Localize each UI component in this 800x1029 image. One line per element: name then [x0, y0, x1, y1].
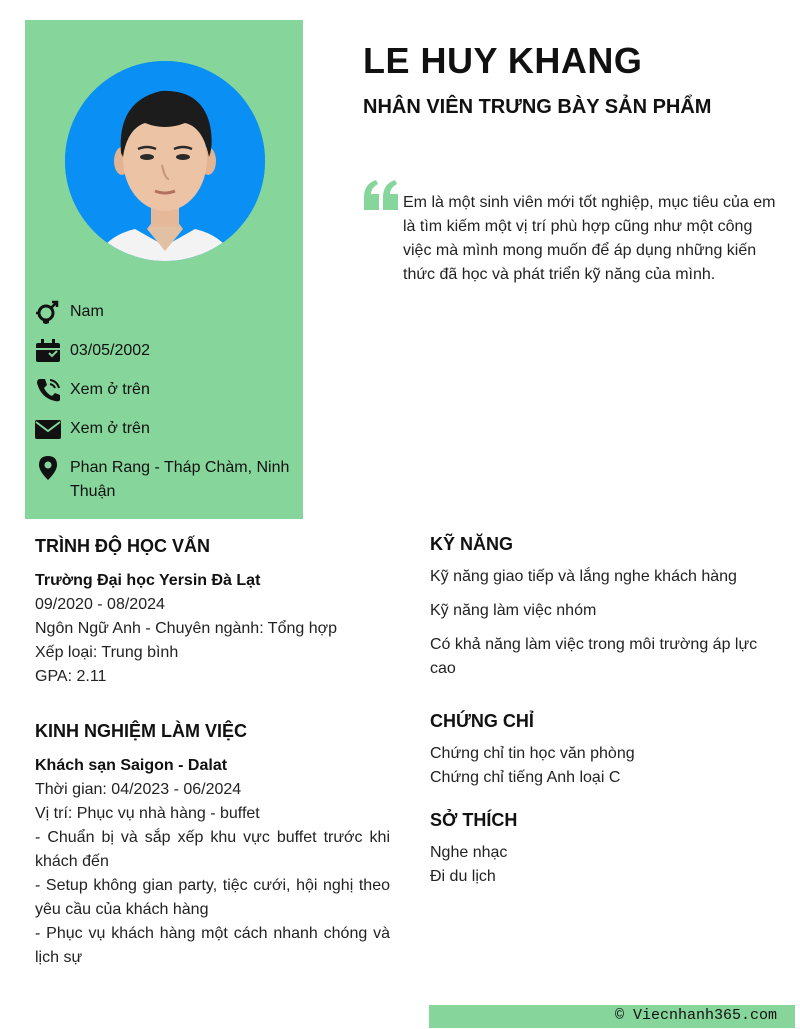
address-text: Phan Rang - Tháp Chàm, Ninh Thuận: [70, 459, 290, 500]
personal-info-list: [34, 300, 298, 519]
gender-text: Nam: [70, 303, 104, 320]
certificates-list: [430, 742, 770, 790]
experience-heading: KINH NGHIỆM LÀM VIỆC: [35, 721, 248, 741]
education-block: [35, 569, 390, 689]
hobby-item: Nghe nhạc: [430, 844, 508, 861]
skills-list: [430, 565, 770, 681]
education-period: 09/2020 - 08/2024: [35, 596, 165, 613]
hobby-item: Đi du lịch: [430, 868, 496, 885]
info-address: [34, 456, 298, 504]
email-icon: [34, 417, 62, 441]
info-birthday: [34, 339, 298, 363]
footer-watermark[interactable]: © Viecnhanh365.com: [614, 1007, 777, 1024]
experience-block: [35, 754, 390, 970]
certificates-heading: CHỨNG CHỈ: [430, 711, 534, 731]
education-rank: Xếp loại: Trung bình: [35, 644, 179, 661]
company-name: Khách sạn Saigon - Dalat: [35, 757, 228, 774]
info-phone: [34, 378, 298, 402]
candidate-name: LE HUY KHANG: [363, 40, 643, 81]
certificate-item: Chứng chỉ tin học văn phòng: [430, 745, 635, 762]
sidebar-panel: [25, 20, 303, 519]
certificate-item: Chứng chỉ tiếng Anh loại C: [430, 769, 621, 786]
education-gpa: GPA: 2.11: [35, 668, 107, 685]
experience-period: Thời gian: 04/2023 - 06/2024: [35, 781, 242, 798]
email-text[interactable]: Xem ở trên: [70, 420, 150, 437]
experience-task: - Phục vụ khách hàng một cách nhanh chóng và lịch sự: [35, 925, 390, 966]
calendar-icon: [34, 339, 62, 363]
career-objective: Em là một sinh viên mới tốt nghiệp, mục tiêu của em là tìm kiếm một vị trí phù hợp cũng như một công việc mà mình mong muốn để áp dụng những kiến thức đã học và phát triển kỹ năng của mình.: [403, 194, 776, 283]
birthday-text: 03/05/2002: [70, 342, 151, 359]
info-email: [34, 417, 298, 441]
school-name: Trường Đại học Yersin Đà Lạt: [35, 572, 261, 589]
profile-photo: [65, 61, 265, 261]
experience-task: - Chuẩn bị và sắp xếp khu vực buffet trước khi khách đến: [35, 829, 390, 870]
quote-icon: [362, 180, 400, 210]
hobbies-list: [430, 841, 770, 889]
job-title: NHÂN VIÊN TRƯNG BÀY SẢN PHẨM: [363, 96, 712, 118]
hobbies-heading: SỞ THÍCH: [430, 810, 518, 830]
gender-icon: [34, 300, 62, 324]
experience-position: Vị trí: Phục vụ nhà hàng - buffet: [35, 805, 260, 822]
phone-icon: [34, 378, 62, 402]
avatar: [65, 61, 265, 261]
skill-item: Kỹ năng giao tiếp và lắng nghe khách hàng: [430, 568, 737, 585]
education-heading: TRÌNH ĐỘ HỌC VẤN: [35, 536, 210, 556]
location-pin-icon: [34, 456, 62, 480]
phone-text[interactable]: Xem ở trên: [70, 381, 150, 398]
footer-bar: [429, 1005, 795, 1028]
education-major: Ngôn Ngữ Anh - Chuyên ngành: Tổng hợp: [35, 620, 337, 637]
skill-item: Kỹ năng làm việc nhóm: [430, 602, 597, 619]
skills-heading: KỸ NĂNG: [430, 534, 514, 554]
info-gender: [34, 300, 298, 324]
experience-task: - Setup không gian party, tiệc cưới, hội nghị theo yêu cầu của khách hàng: [35, 877, 390, 918]
skill-item: Có khả năng làm việc trong môi trường áp lực cao: [430, 636, 758, 677]
